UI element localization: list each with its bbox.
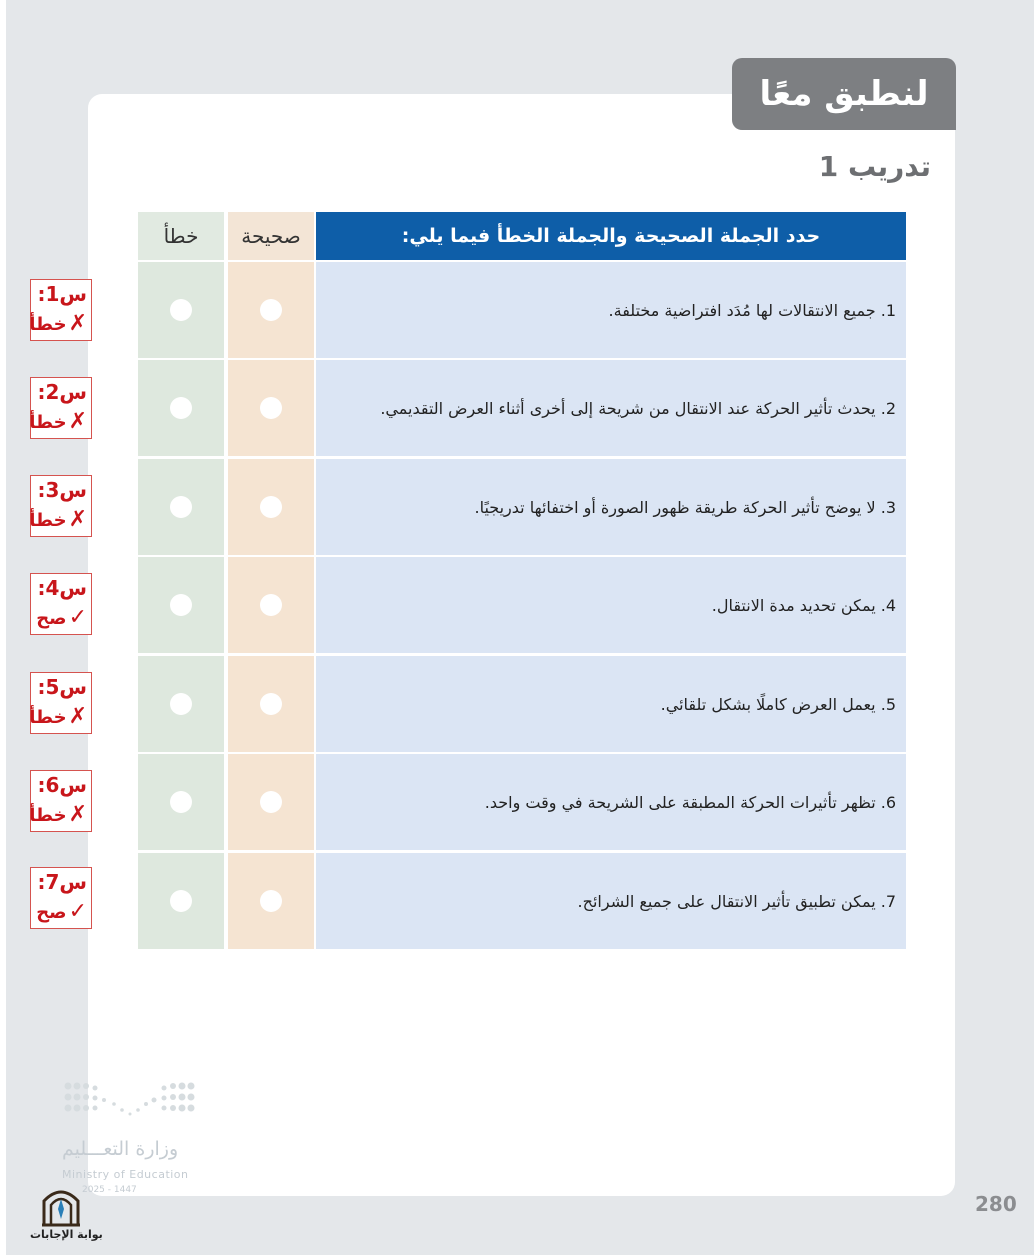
cross-mark-icon: ✗: [68, 311, 87, 336]
false-cell: [138, 262, 224, 358]
page-number: 280: [975, 1192, 1017, 1216]
table-header-text: حدد الجملة الصحيحة والجملة الخطأ فيما يلي:: [401, 225, 821, 247]
question-text: 1. جميع الانتقالات لها مُدَد افتراضية مختلفة.: [608, 300, 896, 320]
cross-mark-icon: ✗: [68, 507, 87, 532]
table-row: [138, 360, 906, 456]
question-text: 6. تظهر تأثيرات الحركة المطبقة على الشريحة في وقت واحد.: [484, 792, 896, 812]
question-cell: [316, 754, 906, 850]
ministry-name-english: Ministry of Education: [62, 1168, 189, 1181]
gate-logo-icon: [40, 1185, 82, 1227]
false-radio[interactable]: [170, 496, 192, 518]
question-text: 5. يعمل العرض كاملًا بشكل تلقائي.: [660, 694, 896, 714]
answer-label: س4:: [37, 576, 87, 600]
answer-box: [30, 475, 92, 537]
question-cell: [316, 656, 906, 752]
false-cell: [138, 557, 224, 653]
true-cell: [228, 557, 314, 653]
answer-value: خطأ: [29, 510, 67, 531]
question-cell: [316, 557, 906, 653]
false-cell: [138, 656, 224, 752]
answer-box: [30, 279, 92, 341]
true-radio[interactable]: [260, 496, 282, 518]
question-cell: [316, 262, 906, 358]
ministry-name-arabic: وزارة التعـــليم: [62, 1138, 179, 1160]
answer-value: خطأ: [29, 805, 67, 826]
false-radio[interactable]: [170, 890, 192, 912]
column-header-true: [228, 212, 314, 260]
answer-label: س1:: [37, 282, 87, 306]
true-radio[interactable]: [260, 890, 282, 912]
question-cell: [316, 360, 906, 456]
cross-mark-icon: ✗: [68, 409, 87, 434]
answer-label: س6:: [37, 773, 87, 797]
column-header-false-label: خطأ: [163, 224, 199, 248]
column-header-false: [138, 212, 224, 260]
answer-value: صح: [36, 902, 67, 923]
true-radio[interactable]: [260, 693, 282, 715]
table-row: [138, 853, 906, 949]
true-cell: [228, 459, 314, 555]
ministry-year: 2025 - 1447: [82, 1185, 137, 1195]
table-header-instruction: [316, 212, 906, 260]
true-cell: [228, 262, 314, 358]
answer-label: س5:: [37, 675, 87, 699]
false-cell: [138, 459, 224, 555]
answer-box: [30, 377, 92, 439]
answer-box: [30, 867, 92, 929]
check-mark-icon: ✓: [68, 899, 87, 924]
cross-mark-icon: ✗: [68, 704, 87, 729]
true-cell: [228, 656, 314, 752]
question-text: 7. يمكن تطبيق تأثير الانتقال على جميع الشرائح.: [577, 891, 896, 911]
banner-title: لنطبق معًا: [759, 74, 929, 114]
answer-value: خطأ: [29, 412, 67, 433]
column-header-true-label: صحيحة: [241, 224, 301, 248]
false-cell: [138, 360, 224, 456]
table-row: [138, 656, 906, 752]
watermark-label: بوابة الإجابات: [30, 1228, 103, 1241]
question-text: 2. يحدث تأثير الحركة عند الانتقال من شريحة إلى أخرى أثناء العرض التقديمي.: [380, 398, 896, 418]
answer-value: صح: [36, 608, 67, 629]
question-cell: [316, 459, 906, 555]
true-radio[interactable]: [260, 397, 282, 419]
question-text: 4. يمكن تحديد مدة الانتقال.: [711, 595, 896, 615]
true-cell: [228, 754, 314, 850]
true-cell: [228, 853, 314, 949]
false-radio[interactable]: [170, 397, 192, 419]
answer-value: خطأ: [29, 314, 67, 335]
false-cell: [138, 754, 224, 850]
answer-label: س3:: [37, 478, 87, 502]
false-radio[interactable]: [170, 791, 192, 813]
true-radio[interactable]: [260, 791, 282, 813]
answer-box: [30, 770, 92, 832]
answer-value: خطأ: [29, 707, 67, 728]
table-row: [138, 459, 906, 555]
true-radio[interactable]: [260, 299, 282, 321]
cross-mark-icon: ✗: [68, 802, 87, 827]
section-banner: [732, 58, 956, 130]
question-text: 3. لا يوضح تأثير الحركة طريقة ظهور الصورة أو اختفائها تدريجيًا.: [474, 497, 896, 517]
false-radio[interactable]: [170, 693, 192, 715]
answer-label: س2:: [37, 380, 87, 404]
ministry-logo-dots-icon: [64, 1082, 196, 1122]
question-cell: [316, 853, 906, 949]
answer-box: [30, 672, 92, 734]
table-row: [138, 754, 906, 850]
true-cell: [228, 360, 314, 456]
table-row: [138, 557, 906, 653]
true-radio[interactable]: [260, 594, 282, 616]
false-radio[interactable]: [170, 299, 192, 321]
table-row: [138, 262, 906, 358]
left-edge-strip: [0, 0, 6, 1255]
check-mark-icon: ✓: [68, 605, 87, 630]
answer-label: س7:: [37, 870, 87, 894]
false-cell: [138, 853, 224, 949]
answer-box: [30, 573, 92, 635]
false-radio[interactable]: [170, 594, 192, 616]
exercise-title: تدريب 1: [818, 150, 931, 183]
